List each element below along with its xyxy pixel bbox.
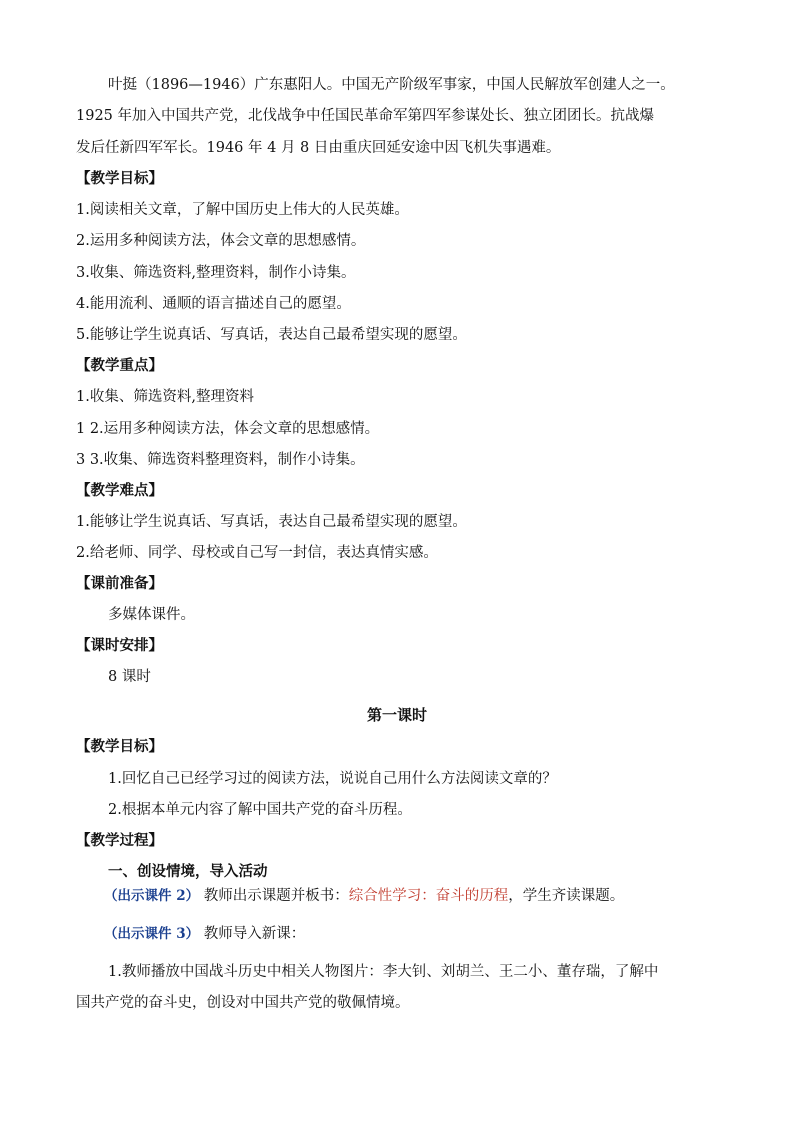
schedule-text: 8 课时 [108, 669, 151, 685]
board-title: 综合性学习：奋斗的历程 [348, 888, 509, 904]
step-courseware-2 [104, 886, 624, 906]
intro-line-3: 发后任新四军军长。1946 年 4 月 8 日由重庆回延安途中因飞机失事遇难。 [76, 140, 561, 156]
intro-line-2: 1925 年加入中国共产党，北伐战争中任国民革命军第四军参谋处长、独立团团长。抗战爆 [76, 108, 655, 124]
goal-item: 5.能够让学生说真话、写真话，表达自己最希望实现的愿望。 [76, 327, 467, 343]
keypoint-item: 1 2.运用多种阅读方法，体会文章的思想感情。 [76, 421, 380, 437]
keypoint-item: 1.收集、筛选资料,整理资料 [76, 389, 254, 405]
intro-line-1: 叶挺（1896—1946）广东惠阳人。中国无产阶级军事家，中国人民解放军创建人之一。 [108, 77, 675, 93]
goal-item: 3.收集、筛选资料,整理资料，制作小诗集。 [76, 265, 356, 281]
process-heading: 【教学过程】 [76, 833, 163, 849]
courseware-tag: （出示课件 3） [104, 926, 200, 942]
schedule-heading: 【课时安排】 [76, 638, 163, 654]
step-courseware-3 [104, 924, 305, 944]
lesson-goals-heading: 【教学目标】 [76, 739, 163, 755]
step-text: 教师导入新课： [203, 926, 306, 942]
paragraph-line: 1.教师播放中国战斗历史中相关人物图片：李大钊、刘胡兰、王二小、董存瑞，了解中 [108, 964, 659, 980]
goals-heading: 【教学目标】 [76, 171, 163, 187]
step-text: ，学生齐读课题。 [508, 888, 625, 904]
goal-item: 4.能用流利、通顺的语言描述自己的愿望。 [76, 296, 351, 312]
paragraph-line: 国共产党的奋斗史，创设对中国共产党的敬佩情境。 [76, 995, 410, 1011]
prep-heading: 【课前准备】 [76, 576, 163, 592]
difficulties-heading: 【教学难点】 [76, 483, 163, 499]
lesson-goal-item: 1.回忆自己已经学习过的阅读方法，说说自己用什么方法阅读文章的？ [108, 771, 557, 787]
lesson-goal-item: 2.根据本单元内容了解中国共产党的奋斗历程。 [108, 802, 412, 818]
keypoints-heading: 【教学重点】 [76, 358, 163, 374]
lesson-title: 第一课时 [366, 706, 427, 724]
difficulty-item: 2.给老师、同学、母校或自己写一封信，表达真情实感。 [76, 545, 438, 561]
goal-item: 2.运用多种阅读方法，体会文章的思想感情。 [76, 233, 366, 249]
courseware-tag: （出示课件 2） [104, 888, 200, 904]
goal-item: 1.阅读相关文章，了解中国历史上伟大的人民英雄。 [76, 202, 409, 218]
prep-text: 多媒体课件。 [108, 607, 195, 623]
keypoint-item: 3 3.收集、筛选资料整理资料，制作小诗集。 [76, 452, 365, 468]
difficulty-item: 1.能够让学生说真话、写真话，表达自己最希望实现的愿望。 [76, 514, 467, 530]
step-text: 教师出示课题并板书： [203, 888, 349, 904]
section-heading: 一、创设情境，导入活动 [108, 864, 268, 880]
